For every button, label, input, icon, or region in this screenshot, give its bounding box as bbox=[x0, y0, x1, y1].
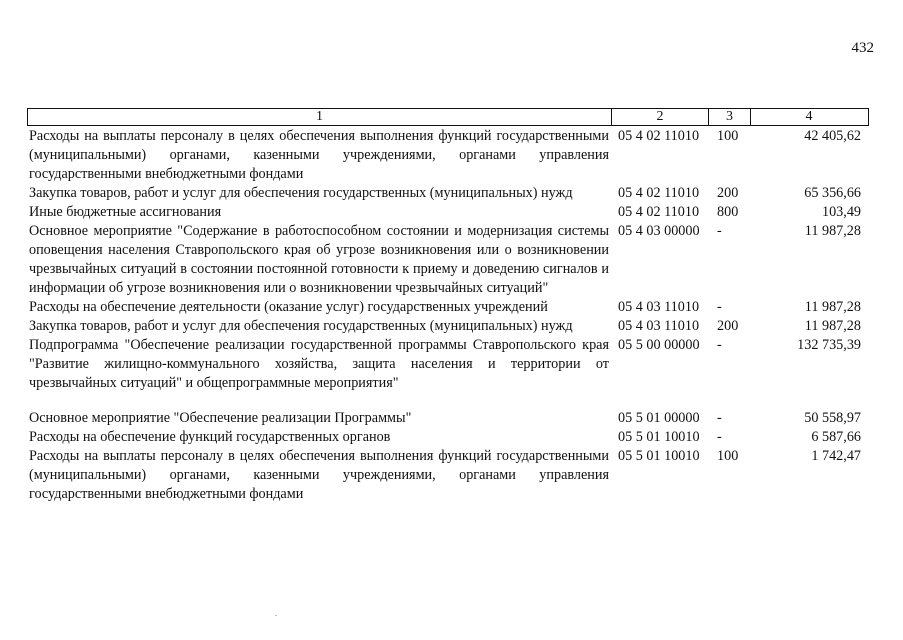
row-code: 05 4 03 00000 bbox=[618, 223, 700, 239]
row-amount: 11 987,28 bbox=[804, 299, 861, 315]
row-code: 05 5 01 10010 bbox=[618, 429, 700, 445]
row-name: Основное мероприятие "Содержание в работоспособном состоянии и модернизация системы оповещения населения Ставропольского края об угрозе возникновения или о возникновении чрезвычайных ситуаций в состоянии постоянной готовности к приему и доведению сигналов и информации об угрозе возникновения или о возникновении чрезвычайных ситуаций" bbox=[29, 223, 609, 296]
row-name: Расходы на выплаты персоналу в целях обеспечения выполнения функций государственными (муниципальными) органами, казенными учреждениями, органами управления государственными внебюджетными фондами bbox=[29, 448, 609, 502]
row-type: - bbox=[717, 337, 722, 353]
header-col-3: 3 bbox=[709, 109, 751, 125]
row-type: 100 bbox=[717, 128, 739, 144]
row-code: 05 5 01 00000 bbox=[618, 410, 700, 426]
header-col-4: 4 bbox=[805, 109, 813, 124]
table-row bbox=[29, 184, 871, 203]
row-amount: 42 405,62 bbox=[804, 128, 861, 144]
row-amount: 50 558,97 bbox=[804, 410, 861, 426]
header-col-2: 2 bbox=[612, 109, 709, 125]
scan-speck bbox=[275, 615, 277, 616]
table-body bbox=[29, 127, 871, 504]
row-code: 05 4 03 11010 bbox=[618, 318, 700, 334]
table-header bbox=[27, 108, 869, 126]
header-col-1: 1 bbox=[28, 109, 612, 125]
row-code: 05 4 02 11010 bbox=[618, 128, 700, 144]
row-amount: 103,49 bbox=[821, 204, 861, 220]
row-name: Иные бюджетные ассигнования bbox=[29, 204, 222, 220]
table-row bbox=[29, 336, 871, 393]
row-gap bbox=[29, 393, 871, 409]
table-row bbox=[29, 298, 871, 317]
row-code: 05 4 03 11010 bbox=[618, 299, 700, 315]
row-amount: 1 742,47 bbox=[811, 448, 861, 464]
row-type: 800 bbox=[717, 204, 739, 220]
row-name: Расходы на обеспечение деятельности (оказание услуг) государственных учреждений bbox=[29, 299, 548, 315]
row-type: - bbox=[717, 429, 722, 445]
table-row bbox=[29, 428, 871, 447]
table-row bbox=[29, 317, 871, 336]
row-amount: 65 356,66 bbox=[804, 185, 861, 201]
row-amount: 132 735,39 bbox=[797, 337, 861, 353]
row-name: Подпрограмма "Обеспечение реализации государственной программы Ставропольского края "Развитие жилищно-коммунального хозяйства, защита населения и территории от чрезвычайных ситуаций" и общепрограммные мероприятия" bbox=[29, 337, 609, 391]
row-code: 05 4 02 11010 bbox=[618, 204, 700, 220]
table-row bbox=[29, 127, 871, 184]
row-amount: 6 587,66 bbox=[811, 429, 861, 445]
row-amount: 11 987,28 bbox=[804, 223, 861, 239]
row-name: Расходы на обеспечение функций государственных органов bbox=[29, 429, 391, 445]
row-type: - bbox=[717, 299, 722, 315]
row-code: 05 4 02 11010 bbox=[618, 185, 700, 201]
row-type: 100 bbox=[717, 448, 739, 464]
row-name: Расходы на выплаты персоналу в целях обеспечения выполнения функций государственными (муниципальными) органами, казенными учреждениями, органами управления государственными внебюджетными фондами bbox=[29, 128, 609, 182]
table-row bbox=[29, 222, 871, 298]
table-row bbox=[29, 409, 871, 428]
table-row bbox=[29, 203, 871, 222]
row-code: 05 5 00 00000 bbox=[618, 337, 700, 353]
row-type: 200 bbox=[717, 185, 739, 201]
row-type: - bbox=[717, 223, 722, 239]
page-number: 432 bbox=[851, 40, 874, 56]
table-row bbox=[29, 447, 871, 504]
row-amount: 11 987,28 bbox=[804, 318, 861, 334]
row-name: Основное мероприятие "Обеспечение реализации Программы" bbox=[29, 410, 412, 426]
row-name: Закупка товаров, работ и услуг для обеспечения государственных (муниципальных) нужд bbox=[29, 318, 573, 334]
row-type: 200 bbox=[717, 318, 739, 334]
row-code: 05 5 01 10010 bbox=[618, 448, 700, 464]
row-name: Закупка товаров, работ и услуг для обеспечения государственных (муниципальных) нужд bbox=[29, 185, 573, 201]
row-type: - bbox=[717, 410, 722, 426]
